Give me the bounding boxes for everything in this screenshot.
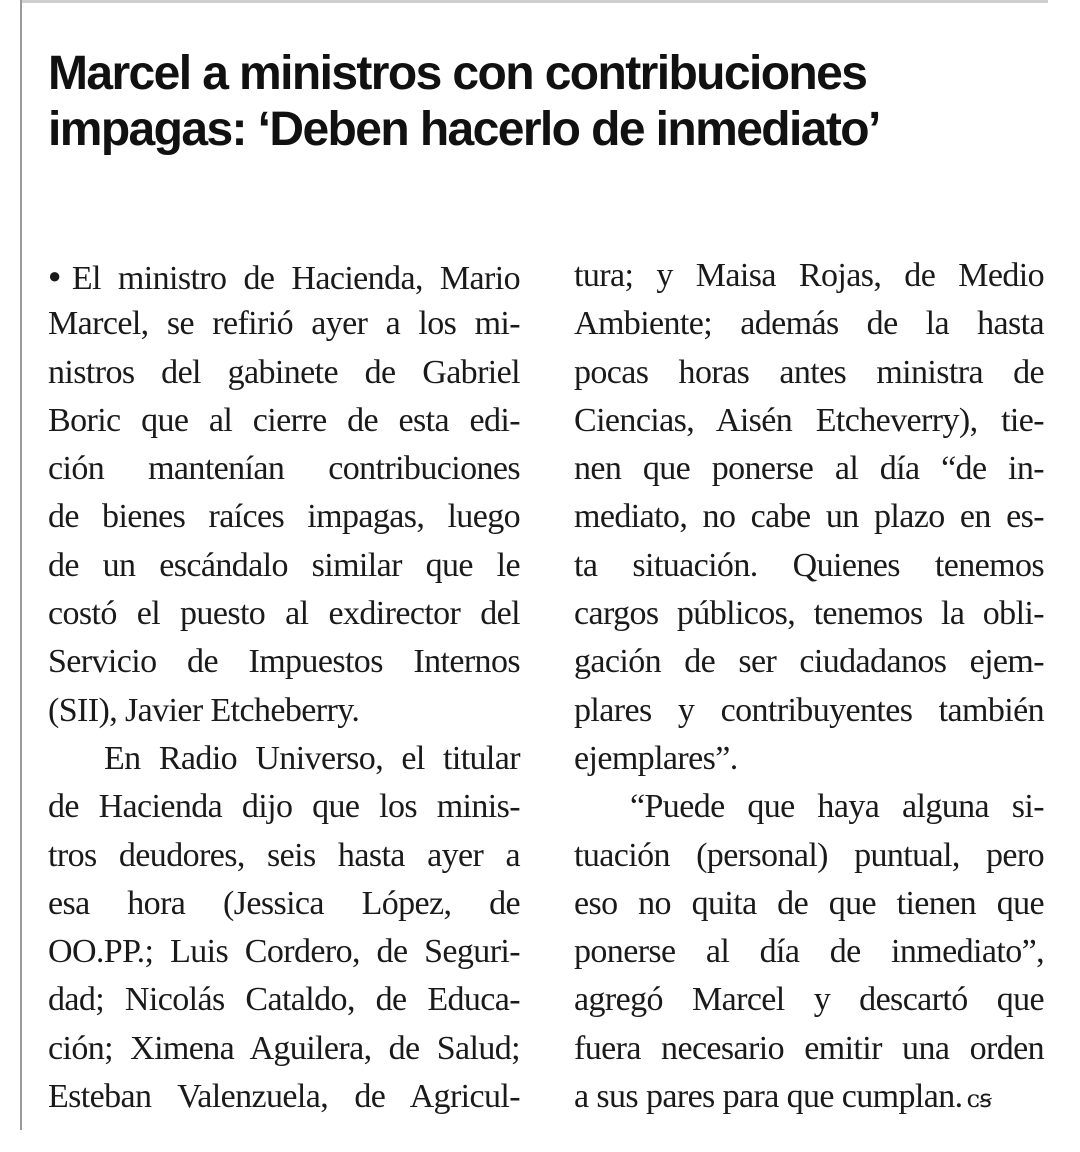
body-line: costó el puesto al exdirector del	[48, 595, 520, 633]
left-column-rule	[20, 0, 22, 1130]
body-line: Marcel, se refirió ayer a los mi-	[48, 305, 520, 343]
body-line: (SII), Javier Etcheberry.	[48, 691, 360, 729]
article-column-right	[574, 252, 1044, 1121]
body-line: tuación (personal) puntual, pero	[574, 836, 1044, 874]
headline-line-1: Marcel a ministros con contribuciones	[48, 47, 867, 100]
body-line: de un escándalo similar que le	[48, 546, 520, 584]
body-line: tros deudores, seis hasta ayer a	[48, 836, 520, 874]
body-line: plares y contribuyentes también	[574, 691, 1044, 729]
body-line: tura; y Maisa Rojas, de Medio	[574, 257, 1044, 294]
body-line: cargos públicos, tenemos la obli-	[574, 595, 1044, 633]
body-line: ción; Ximena Aguilera, de Salud;	[48, 1029, 520, 1067]
end-of-article-icon: ᴄꞩ	[966, 1085, 992, 1114]
body-line: ta situación. Quienes tenemos	[574, 546, 1044, 584]
body-line: “Puede que haya alguna si-	[630, 788, 1044, 826]
body-line: gación de ser ciudadanos ejem-	[574, 643, 1044, 681]
body-line: OO.PP.; Luis Cordero, de Seguri-	[48, 933, 520, 971]
body-line: mediato, no cabe un plazo en es-	[574, 498, 1044, 536]
top-rule	[20, 0, 1048, 3]
body-line: ponerse al día de inmediato”,	[574, 933, 1044, 971]
body-line: Ambiente; además de la hasta	[574, 305, 1044, 343]
body-line: En Radio Universo, el titular	[104, 739, 520, 777]
body-line: Servicio de Impuestos Internos	[48, 643, 520, 681]
body-line-final	[574, 1073, 1044, 1121]
body-line: Esteban Valenzuela, de Agricul-	[48, 1078, 520, 1116]
body-line: esa hora (Jessica López, de	[48, 884, 520, 922]
body-line-final-text: a sus pares para que cumplan.	[574, 1078, 963, 1116]
article-column-left	[48, 252, 520, 1121]
body-line: ● El ministro de Hacienda, Mario	[48, 252, 520, 300]
article-headline	[48, 46, 1058, 158]
body-line: nen que ponerse al día “de in-	[574, 450, 1044, 488]
body-line: ejemplares”.	[574, 739, 738, 777]
body-line: Ciencias, Aisén Etcheverry), tie-	[574, 401, 1044, 439]
body-line: dad; Nicolás Cataldo, de Educa-	[48, 981, 520, 1019]
body-line: pocas horas antes ministra de	[574, 353, 1044, 391]
body-line: Boric que al cierre de esta edi-	[48, 401, 520, 439]
headline-line-2: impagas: ‘Deben hacerlo de inmediato’	[48, 103, 880, 156]
body-line: agregó Marcel y descartó que	[574, 981, 1044, 1019]
body-line: nistros del gabinete de Gabriel	[48, 353, 520, 391]
body-line: de Hacienda dijo que los minis-	[48, 788, 520, 826]
body-line: ción mantenían contribuciones	[48, 450, 520, 488]
body-line: fuera necesario emitir una orden	[574, 1029, 1044, 1067]
body-line: eso no quita de que tienen que	[574, 884, 1044, 922]
body-line: de bienes raíces impagas, luego	[48, 498, 520, 536]
